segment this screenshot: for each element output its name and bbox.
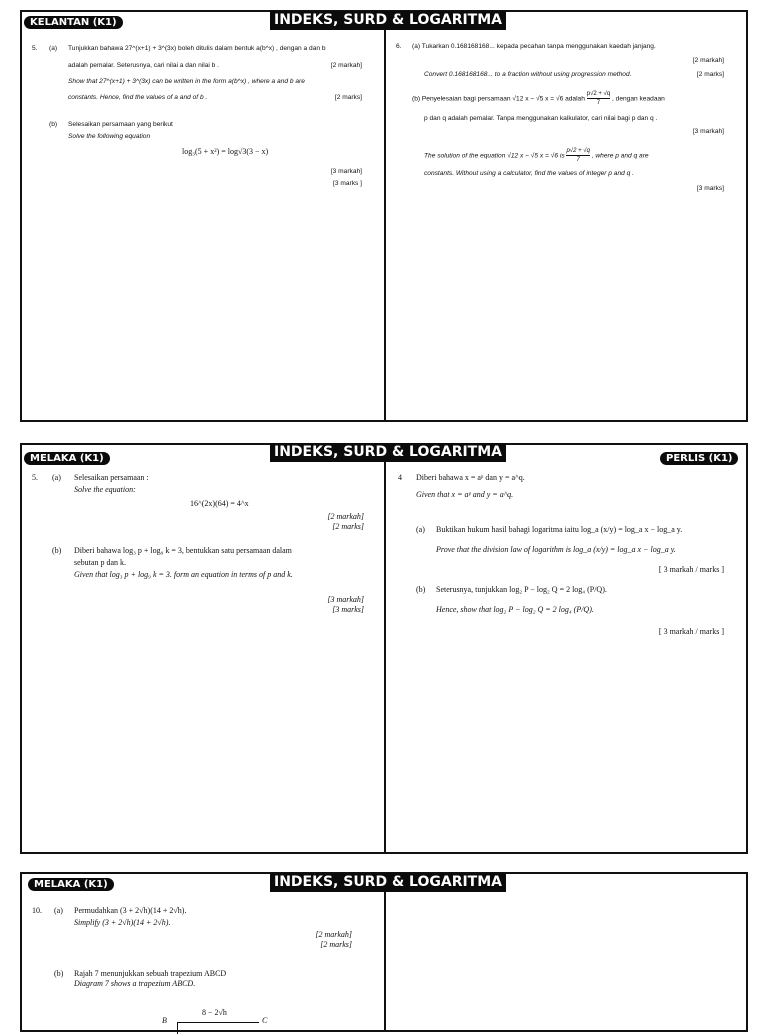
column-divider bbox=[384, 445, 386, 852]
equation: 16^(2x)(64) = 4^x bbox=[190, 499, 249, 508]
page-title: INDEKS, SURD & LOGARITMA bbox=[270, 443, 506, 462]
column-divider bbox=[384, 12, 386, 420]
state-tag: KELANTAN (K1) bbox=[24, 16, 123, 29]
question-text: Selesaikan persamaan yang berikut bbox=[68, 121, 173, 128]
question-text-english: Prove that the division law of logarithm is log_a (x/y) = log_a x − log_a y. bbox=[436, 545, 676, 554]
mark-label: [3 markah] bbox=[692, 128, 724, 135]
question-text: Buktikan hukum hasil bahagi logaritma iaitu log_a (x/y) = log_a x − log_a y. bbox=[436, 525, 683, 534]
question-number: 5. bbox=[32, 473, 38, 482]
mark-label: [2 markah] bbox=[692, 57, 724, 64]
question-text-part: The solution of the equation √12 x − √5 x = √6 is bbox=[424, 152, 565, 160]
question-text: (a) Tukarkan 0.168168168... kepada pecahan tanpa menggunakan kaedah janjang. bbox=[412, 43, 656, 50]
question-text-english: Diagram 7 shows a trapezium ABCD. bbox=[74, 979, 196, 988]
question-text: Seterusnya, tunjukkan log₂ P − log₂ Q = 2 log₄ (P/Q). bbox=[436, 585, 607, 594]
equation: log₃(5 + x²) = log√3(3 − x) bbox=[182, 147, 269, 156]
question-text-english: Simplify (3 + 2√h)(14 + 2√h). bbox=[74, 918, 171, 927]
question-text-english bbox=[424, 147, 649, 164]
question-text-english: Hence, show that log₂ P − log₂ Q = 2 log₄ (P/Q). bbox=[436, 605, 594, 614]
state-tag-right: PERLIS (K1) bbox=[660, 452, 738, 465]
part-label: (a) bbox=[52, 473, 61, 482]
worksheet-panel-melaka bbox=[20, 872, 748, 1032]
mark-label: [2 markah] bbox=[327, 512, 364, 521]
mark-label: [2 markah] bbox=[315, 930, 352, 939]
part-label: (a) bbox=[416, 525, 425, 534]
question-text-part: , dengan keadaan bbox=[612, 95, 665, 103]
vertex-label: C bbox=[262, 1016, 268, 1025]
mark-label: [3 markah] bbox=[327, 595, 364, 604]
mark-label: [2 marks] bbox=[332, 522, 364, 531]
question-text: Selesaikan persamaan : bbox=[74, 473, 149, 482]
worksheet-panel-melaka-perlis bbox=[20, 443, 748, 854]
question-number: 5. bbox=[32, 45, 38, 52]
diagram-label: 8 − 2√h bbox=[202, 1008, 227, 1017]
mark-label: [2 markah] bbox=[330, 62, 362, 69]
question-text-part: (b) Penyelesaian bagi persamaan √12 x − √5 x = √6 adalah bbox=[412, 95, 585, 103]
page-title: INDEKS, SURD & LOGARITMA bbox=[270, 873, 506, 892]
fraction-denominator: 7 bbox=[596, 100, 601, 106]
question-text: Diberi bahawa log₃ p + log₉ k = 3, bentukkan satu persamaan dalam bbox=[74, 546, 292, 555]
question-number: 4 bbox=[398, 473, 402, 482]
question-text: p dan q adalah pemalar. Tanpa menggunakan kalkulator, cari nilai bagi p dan q . bbox=[424, 115, 658, 122]
part-label: (a) bbox=[49, 45, 58, 52]
part-label: (b) bbox=[52, 546, 62, 555]
question-text-english: constants. Without using a calculator, find the values of integer p and q . bbox=[424, 170, 634, 177]
mark-label: [3 marks] bbox=[332, 605, 364, 614]
fraction-numerator: p√2 + √q bbox=[566, 148, 590, 154]
worksheet-panel-kelantan bbox=[20, 10, 748, 422]
fraction bbox=[587, 90, 610, 107]
question-number: 10. bbox=[32, 906, 42, 915]
part-label: (b) bbox=[54, 969, 64, 978]
part-label: (b) bbox=[49, 121, 58, 128]
part-label: (a) bbox=[54, 906, 63, 915]
fraction bbox=[566, 147, 589, 164]
question-number: 6. bbox=[396, 43, 402, 50]
question-text: sebutan p dan k. bbox=[74, 558, 126, 567]
vertex-label: B bbox=[162, 1016, 167, 1025]
mark-label: [3 marks] bbox=[696, 185, 724, 192]
mark-label: [2 marks] bbox=[320, 940, 352, 949]
question-text-english: Given that x = aᵖ and y = a^q. bbox=[416, 490, 514, 499]
page-title: INDEKS, SURD & LOGARITMA bbox=[270, 11, 506, 30]
question-text: Diberi bahawa x = aᵖ dan y = a^q. bbox=[416, 473, 525, 482]
question-text-english: constants. Hence, find the values of a and of b . bbox=[68, 94, 208, 101]
question-text: Tunjukkan bahawa 27^(x+1) + 3^(3x) boleh ditulis dalam bentuk a(b^x) , dengan a dan b bbox=[68, 45, 326, 52]
mark-label: [ 3 markah / marks ] bbox=[658, 627, 724, 636]
mark-label: [3 marks ] bbox=[333, 180, 362, 187]
state-tag: MELAKA (K1) bbox=[24, 452, 110, 465]
question-text: adalah pemalar. Seterusnya, cari nilai a dan nilai b . bbox=[68, 62, 220, 69]
trapezium-top-edge bbox=[177, 1022, 259, 1023]
mark-label: [2 marks] bbox=[334, 94, 362, 101]
mark-label: [2 marks] bbox=[696, 71, 724, 78]
mark-label: [3 markah] bbox=[330, 168, 362, 175]
fraction-denominator: 7 bbox=[576, 157, 580, 163]
question-text: Rajah 7 menunjukkan sebuah trapezium ABCD bbox=[74, 969, 227, 978]
fraction-numerator: p√2 + √q bbox=[586, 91, 611, 97]
question-text-english: Given that log₃ p + log₉ k = 3. form an equation in terms of p and k. bbox=[74, 570, 293, 579]
part-label: (b) bbox=[416, 585, 426, 594]
state-tag: MELAKA (K1) bbox=[28, 878, 114, 891]
question-text: Permudahkan (3 + 2√h)(14 + 2√h). bbox=[74, 906, 187, 915]
question-text-english: Solve the equation: bbox=[74, 485, 136, 494]
question-text-english: Convert 0.168168168... to a fraction without using progression method. bbox=[424, 71, 632, 78]
question-text-part: , where p and q are bbox=[591, 152, 649, 160]
question-text-english: Show that 27^(x+1) + 3^(3x) can be written in the form a(b^x) , where a and b are bbox=[68, 78, 305, 85]
question-text-english: Solve the following equation bbox=[68, 133, 151, 140]
column-divider bbox=[384, 874, 386, 1030]
question-text bbox=[412, 90, 665, 107]
mark-label: [ 3 markah / marks ] bbox=[658, 565, 724, 574]
